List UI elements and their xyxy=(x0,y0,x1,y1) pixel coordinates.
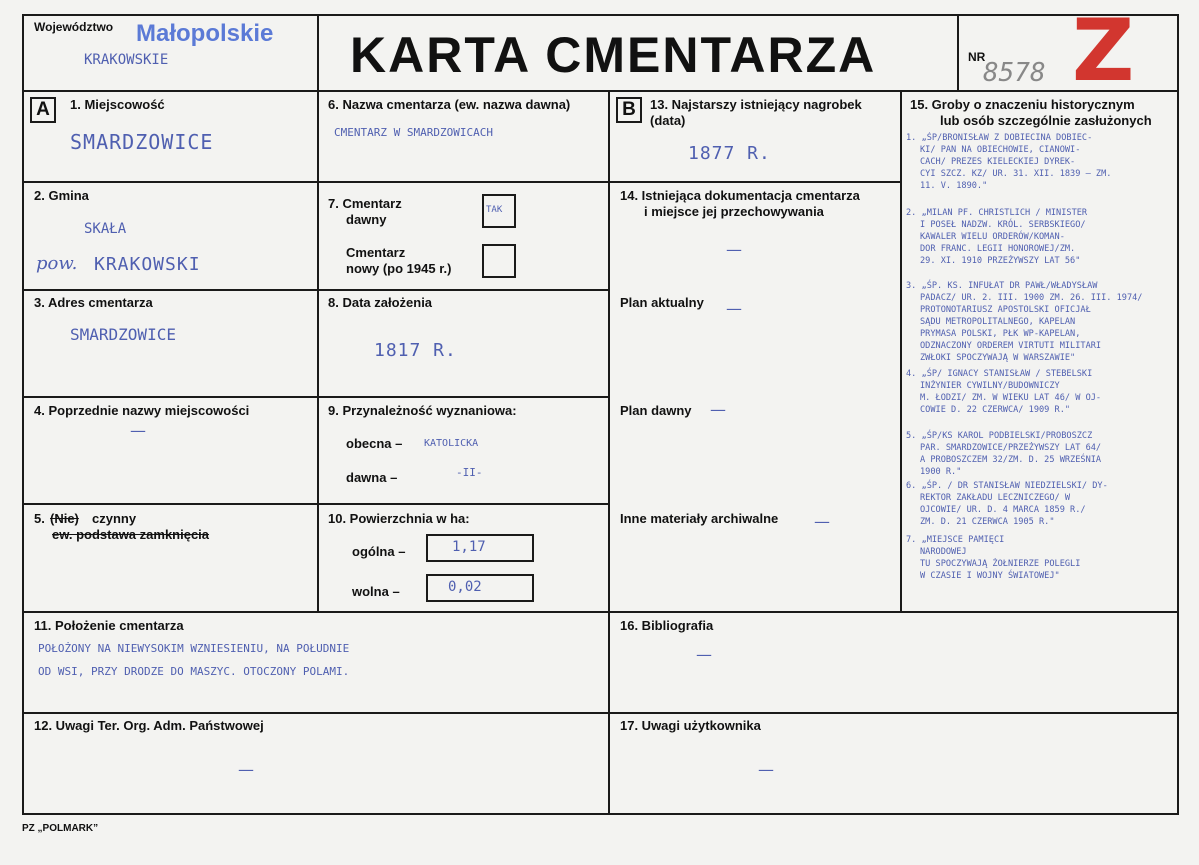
grave-entry-line: M. ŁODZI/ ZM. W WIEKU LAT 46/ W OJ- xyxy=(920,393,1102,403)
field-14-label-2: i miejsce jej przechowywania xyxy=(644,204,824,219)
grave-entry-line: 2. „MILAN PF. CHRISTLICH / MINISTER xyxy=(906,208,1088,218)
grave-entry xyxy=(906,132,1111,192)
grave-entry xyxy=(906,280,1142,364)
grave-entry-line: 29. XI. 1910 PRZEŻYWSZY LAT 56" xyxy=(920,256,1081,266)
grave-entry-line: A PROBOSZCZEM 32/ZM. D. 25 WRZEŚNIA xyxy=(920,455,1102,465)
grave-entry-line: ODZNACZONY ORDEREM VIRTUTI MILITARI xyxy=(920,341,1102,351)
plan-old-value: — xyxy=(710,400,726,419)
grave-entry-line: PROTONOTARIUSZ APOSTOLSKI OFICJAŁ xyxy=(920,305,1091,315)
grave-entry-line: CYI SZCZ. KZ/ UR. 31. XII. 1839 – ZM. xyxy=(920,169,1112,179)
field-10-ogolna-label: ogólna – xyxy=(352,544,406,559)
field-7-label-3: Cmentarz xyxy=(346,245,406,260)
field-3-value: SMARDZOWICE xyxy=(70,325,176,344)
grave-entry xyxy=(906,368,1101,416)
field-11-line-2: OD WSI, PRZY DRODZE DO MASZYC. OTOCZONY POLAMI. xyxy=(38,665,350,678)
grave-entry-line: 6. „ŚP. / DR STANISŁAW NIEDZIELSKI/ DY- xyxy=(906,481,1108,491)
field-5-line-2: ew. podstawa zamknięcia xyxy=(52,527,210,542)
publisher-imprint: PZ „POLMARK” xyxy=(22,823,99,834)
grave-entry xyxy=(906,207,1087,267)
field-12-value: — xyxy=(238,760,254,779)
grave-entry xyxy=(906,430,1101,478)
section-b-badge: B xyxy=(616,97,642,123)
field-5-nie: (Nie) xyxy=(50,511,79,526)
field-6-value: CMENTARZ W SMARDZOWICACH xyxy=(334,126,493,139)
field-9-dawna-value: -II- xyxy=(456,466,483,479)
field-4-label: 4. Poprzednie nazwy miejscowości xyxy=(34,403,250,418)
wojewodztwo-stamp: Małopolskie xyxy=(136,20,274,47)
field-9-obecna-label: obecna – xyxy=(346,436,403,451)
field-16-label: 16. Bibliografia xyxy=(620,618,714,633)
cemetery-new-checkbox[interactable] xyxy=(482,244,516,278)
archive-materials-label: Inne materiały archiwalne xyxy=(620,511,779,526)
field-2-value-1: SKAŁA xyxy=(84,221,127,237)
field-5-number: 5. xyxy=(34,511,45,526)
grave-entry-line: PAR. SMARDZOWICE/PRZEŻYWSZY LAT 64/ xyxy=(920,443,1102,453)
grave-entry-line: W CZASIE I WOJNY ŚWIATOWEJ" xyxy=(920,571,1060,581)
grave-entry-line: KI/ PAN NA OBIECHOWIE, CIANOWI- xyxy=(920,145,1081,155)
grave-entry-line: 1900 R." xyxy=(920,467,962,477)
field-4-value: — xyxy=(130,421,146,440)
field-14-value: — xyxy=(726,240,742,259)
grave-entry xyxy=(906,480,1108,528)
grave-entry-line: PADACZ/ UR. 2. III. 1900 ZM. 26. III. 1974/ xyxy=(920,293,1143,303)
archive-materials-value: — xyxy=(814,512,830,531)
grave-entry-line: ZWŁOKI SPOCZYWAJĄ W WARSZAWIE" xyxy=(920,353,1076,363)
grave-entry-line: DOR FRANC. LEGII HONOROWEJ/ZM. xyxy=(920,244,1076,254)
field-6-label: 6. Nazwa cmentarza (ew. nazwa dawna) xyxy=(328,97,571,112)
field-13-label: 13. Najstarszy istniejący nagrobek xyxy=(650,97,862,112)
cemetery-old-check-mark: TAK xyxy=(486,205,503,215)
field-9-dawna-label: dawna – xyxy=(346,470,398,485)
grave-entry-line: KAWALER WIELU ORDERÓW/KOMAN- xyxy=(920,232,1065,242)
section-a-badge: A xyxy=(30,97,56,123)
field-2-value-2: KRAKOWSKI xyxy=(94,254,201,275)
grave-entry-line: 5. „ŚP/KS KAROL PODBIELSKI/PROBOSZCZ xyxy=(906,431,1093,441)
field-14-label: 14. Istniejąca dokumentacja cmentarza xyxy=(620,188,860,203)
field-13-label-2: (data) xyxy=(650,113,686,128)
grave-entry-line: 1. „ŚP/BRONISŁAW Z DOBIECINA DOBIEC- xyxy=(906,133,1093,143)
nr-value: 8578 xyxy=(983,58,1046,88)
field-11-label: 11. Położenie cmentarza xyxy=(34,618,184,633)
grave-entry-line: 4. „ŚP/ IGNACY STANISŁAW / STEBELSKI xyxy=(906,369,1093,379)
field-9-label: 9. Przynależność wyznaniowa: xyxy=(328,403,517,418)
field-10-wolna-value: 0,02 xyxy=(448,579,482,595)
cell-14 xyxy=(608,181,902,613)
grave-entry-line: 7. „MIEJSCE PAMIĘCI xyxy=(906,535,1005,545)
field-5-czynny: czynny xyxy=(92,511,137,526)
category-mark: Z xyxy=(1072,1,1135,101)
field-10-ogolna-value: 1,17 xyxy=(452,539,486,555)
grave-entry-line: NARODOWEJ xyxy=(920,547,967,557)
field-7-label: 7. Cmentarz xyxy=(328,196,402,211)
field-17-value: — xyxy=(758,760,774,779)
grave-entry-line: ZM. D. 21 CZERWCA 1905 R." xyxy=(920,517,1055,527)
wojewodztwo-label: Województwo xyxy=(34,20,114,34)
field-15-label: 15. Groby o znaczeniu historycznym xyxy=(910,97,1135,112)
grave-entry-line: CACH/ PREZES KIELECKIEJ DYREK- xyxy=(920,157,1076,167)
nr-label: NR xyxy=(968,50,986,64)
field-12-label: 12. Uwagi Ter. Org. Adm. Państwowej xyxy=(34,718,264,733)
field-17-label: 17. Uwagi użytkownika xyxy=(620,718,761,733)
field-16-value: — xyxy=(696,645,712,664)
field-11-line-1: POŁOŻONY NA NIEWYSOKIM WZNIESIENIU, NA POŁUDNIE xyxy=(38,642,350,655)
grave-entry xyxy=(906,534,1080,582)
field-9-obecna-value: KATOLICKA xyxy=(424,438,479,449)
grave-entry-line: SĄDU METROPOLITALNEGO, KAPELAN xyxy=(920,317,1076,327)
field-1-label: 1. Miejscowość xyxy=(70,97,165,112)
grave-entry-line: 3. „ŚP. KS. INFUŁAT DR PAWŁ/WŁADYSŁAW xyxy=(906,281,1098,291)
field-15-label-2: lub osób szczególnie zasłużonych xyxy=(940,113,1152,128)
graves-list xyxy=(906,132,1176,610)
plan-current-value: — xyxy=(726,299,742,318)
wojewodztwo-handwritten: KRAKOWSKIE xyxy=(84,52,169,68)
field-1-value: SMARDZOWICE xyxy=(70,130,214,154)
field-7-label-4: nowy (po 1945 r.) xyxy=(346,261,452,276)
field-8-label: 8. Data założenia xyxy=(328,295,433,310)
grave-entry-line: PRYMASA POLSKI, PŁK WP-KAPELAN, xyxy=(920,329,1081,339)
grave-entry-line: COWIE D. 22 CZERWCA/ 1909 R." xyxy=(920,405,1071,415)
grave-entry-line: I POSEŁ NADZW. KRÓL. SERBSKIEGO/ xyxy=(920,220,1086,230)
plan-current-label: Plan aktualny xyxy=(620,295,704,310)
plan-old-label: Plan dawny xyxy=(620,403,692,418)
field-7-label-2: dawny xyxy=(346,212,387,227)
card-title: KARTA CMENTARZA xyxy=(350,27,877,83)
grave-entry-line: OJCOWIE/ UR. D. 4 MARCA 1859 R./ xyxy=(920,505,1086,515)
field-2-label: 2. Gmina xyxy=(34,188,89,203)
field-10-label: 10. Powierzchnia w ha: xyxy=(328,511,470,526)
grave-entry-line: TU SPOCZYWAJĄ ŻOŁNIERZE POLEGLI xyxy=(920,559,1081,569)
grave-entry-line: INŻYNIER CYWILNY/BUDOWNICZY xyxy=(920,381,1060,391)
field-10-wolna-label: wolna – xyxy=(352,584,400,599)
field-13-value: 1877 R. xyxy=(688,143,771,164)
field-3-label: 3. Adres cmentarza xyxy=(34,295,153,310)
grave-entry-line: REKTOR ZAKŁADU LECZNICZEGO/ W xyxy=(920,493,1071,503)
field-8-value: 1817 R. xyxy=(374,340,457,361)
grave-entry-line: 11. V. 1890." xyxy=(920,181,988,191)
field-2-prefix: pow. xyxy=(36,253,78,274)
